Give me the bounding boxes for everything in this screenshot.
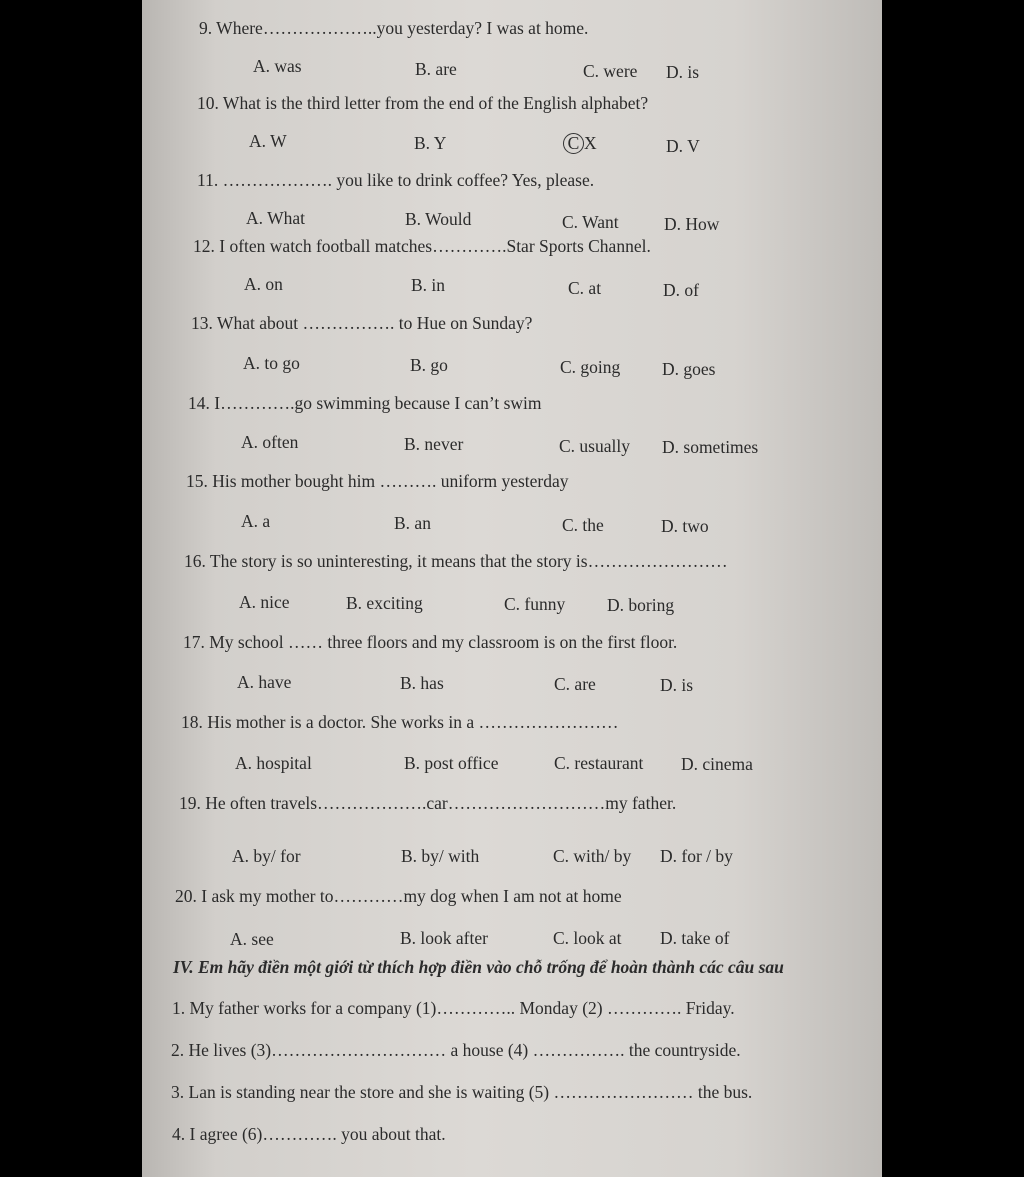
answer-circle-mark: C	[563, 133, 584, 154]
option-16c: C. funny	[504, 594, 566, 614]
option-11b: B. Would	[405, 209, 472, 229]
option-9d: D. is	[666, 62, 700, 82]
option-13d: D. goes	[662, 359, 716, 379]
question-18: 18. His mother is a doctor. She works in a ……………………	[181, 712, 619, 732]
option-10a: A. W	[249, 131, 287, 151]
worksheet-page	[142, 0, 882, 1177]
option-17c: C. are	[554, 674, 596, 694]
section-iv-title: IV. Em hãy điền một giới từ thích hợp điền vào chỗ trống để hoàn thành các câu sau	[173, 957, 784, 977]
option-14d: D. sometimes	[662, 437, 759, 457]
option-9b: B. are	[415, 59, 457, 79]
option-11c: C. Want	[562, 212, 619, 232]
option-17a: A. have	[237, 672, 292, 692]
option-11a: A. What	[246, 208, 305, 228]
option-19c: C. with/ by	[553, 846, 632, 866]
option-13c: C. going	[560, 357, 621, 377]
fill-line-1: 1. My father works for a company (1)………….. Monday (2) …………. Friday.	[172, 998, 735, 1018]
option-14b: B. never	[404, 434, 464, 454]
fill-line-2: 2. He lives (3)………………………… a house (4) ……………. the countryside.	[171, 1040, 741, 1060]
option-10b: B. Y	[414, 133, 447, 153]
option-16b: B. exciting	[346, 593, 423, 613]
option-18b: B. post office	[404, 753, 499, 773]
question-20: 20. I ask my mother to…………my dog when I am not at home	[175, 886, 622, 906]
option-12b: B. in	[411, 275, 446, 295]
option-15d: D. two	[661, 516, 709, 536]
option-10c: C X	[566, 133, 597, 154]
option-14a: A. often	[241, 432, 299, 452]
option-19b: B. by/ with	[401, 846, 480, 866]
option-13a: A. to go	[243, 353, 300, 373]
option-12c: C. at	[568, 278, 602, 298]
option-17d: D. is	[660, 675, 694, 695]
option-20a: A. see	[230, 929, 274, 949]
option-18d: D. cinema	[681, 754, 753, 774]
option-19a: A. by/ for	[232, 846, 301, 866]
option-12a: A. on	[244, 274, 283, 294]
question-16: 16. The story is so uninteresting, it means that the story is……………………	[184, 551, 728, 571]
option-15b: B. an	[394, 513, 431, 533]
question-9: 9. Where………………..you yesterday? I was at home.	[199, 18, 589, 38]
option-9c: C. were	[583, 61, 638, 81]
question-11: 11. ………………. you like to drink coffee? Yes, please.	[197, 170, 595, 190]
option-19d: D. for / by	[660, 846, 733, 866]
option-12d: D. of	[663, 280, 699, 300]
option-16a: A. nice	[239, 592, 290, 612]
option-20c: C. look at	[553, 928, 622, 948]
option-15c: C. the	[562, 515, 604, 535]
question-15: 15. His mother bought him ………. uniform yesterday	[186, 471, 569, 491]
fill-line-4: 4. I agree (6)…………. you about that.	[172, 1124, 446, 1144]
fill-line-3: 3. Lan is standing near the store and she is waiting (5) …………………… the bus.	[171, 1082, 753, 1102]
option-17b: B. has	[400, 673, 444, 693]
option-20b: B. look after	[400, 928, 488, 948]
option-20d: D. take of	[660, 928, 730, 948]
option-15a: A. a	[241, 511, 271, 531]
option-16d: D. boring	[607, 595, 675, 615]
option-18c: C. restaurant	[554, 753, 644, 773]
question-13: 13. What about ……………. to Hue on Sunday?	[191, 313, 533, 333]
option-9a: A. was	[253, 56, 302, 76]
option-10d: D. V	[666, 136, 700, 156]
option-18a: A. hospital	[235, 753, 312, 773]
question-14: 14. I………….go swimming because I can’t swim	[188, 393, 542, 413]
option-14c: C. usually	[559, 436, 630, 456]
option-13b: B. go	[410, 355, 448, 375]
question-12: 12. I often watch football matches………….Star Sports Channel.	[193, 236, 651, 256]
question-10: 10. What is the third letter from the end of the English alphabet?	[197, 93, 649, 113]
option-11d: D. How	[664, 214, 720, 234]
question-17: 17. My school …… three floors and my classroom is on the first floor.	[183, 632, 678, 652]
question-19: 19. He often travels……………….car………………………my father.	[179, 793, 677, 813]
